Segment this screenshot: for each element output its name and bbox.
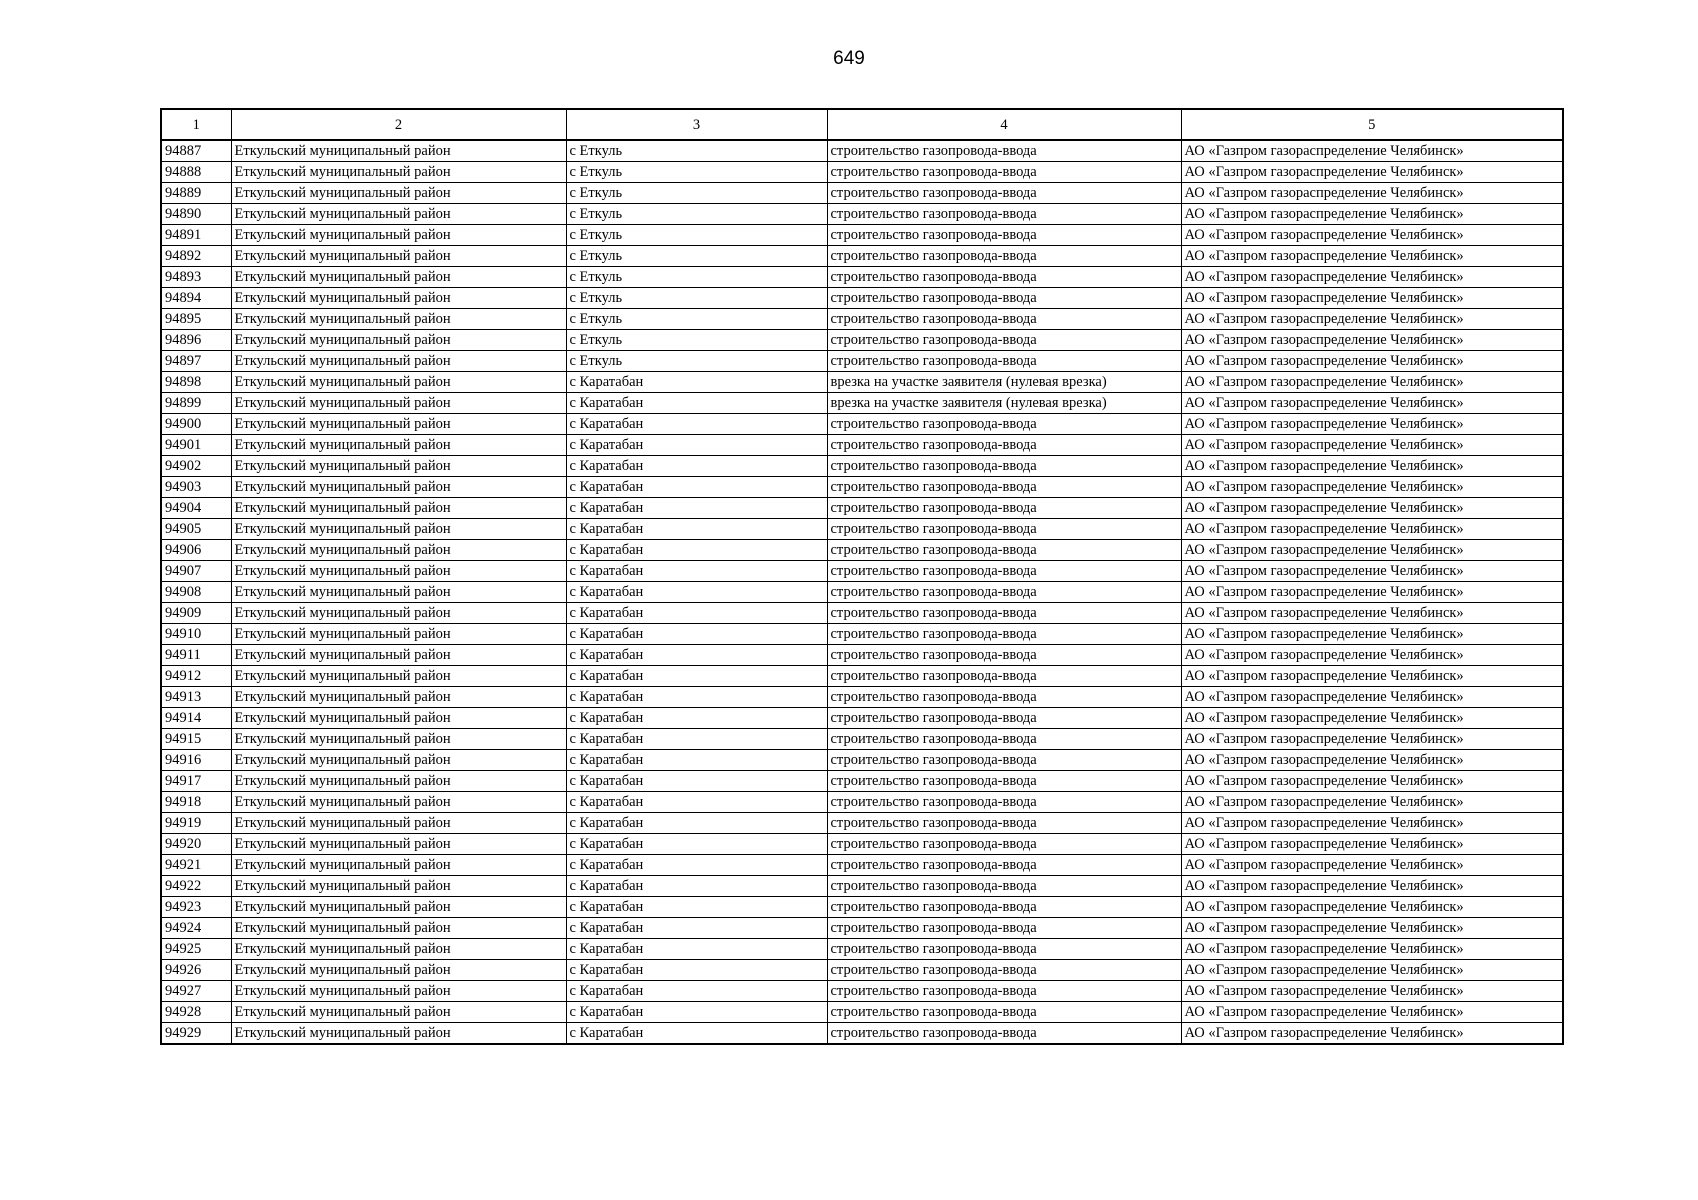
organization-cell: АО «Газпром газораспределение Челябинск» [1181,414,1563,435]
work-type-cell: строительство газопровода-ввода [827,288,1181,309]
table-row [161,246,1563,267]
settlement-cell: с Каратабан [566,687,827,708]
settlement-cell: с Каратабан [566,582,827,603]
settlement-cell: с Каратабан [566,645,827,666]
work-type-cell: строительство газопровода-ввода [827,309,1181,330]
district-cell: Еткульский муниципальный район [231,309,566,330]
record-number-cell: 94913 [161,687,231,708]
record-number-cell: 94888 [161,162,231,183]
organization-cell: АО «Газпром газораспределение Челябинск» [1181,645,1563,666]
work-type-cell: строительство газопровода-ввода [827,414,1181,435]
work-type-cell: строительство газопровода-ввода [827,813,1181,834]
record-number-cell: 94908 [161,582,231,603]
record-number-cell: 94897 [161,351,231,372]
settlement-cell: с Еткуль [566,351,827,372]
work-type-cell: строительство газопровода-ввода [827,771,1181,792]
work-type-cell: строительство газопровода-ввода [827,666,1181,687]
organization-cell: АО «Газпром газораспределение Челябинск» [1181,561,1563,582]
settlement-cell: с Еткуль [566,246,827,267]
table-row [161,519,1563,540]
district-cell: Еткульский муниципальный район [231,246,566,267]
organization-cell: АО «Газпром газораспределение Челябинск» [1181,162,1563,183]
table-row [161,939,1563,960]
table-row [161,225,1563,246]
table-row [161,981,1563,1002]
district-cell: Еткульский муниципальный район [231,750,566,771]
record-number-cell: 94921 [161,855,231,876]
work-type-cell: строительство газопровода-ввода [827,540,1181,561]
record-number-cell: 94889 [161,183,231,204]
organization-cell: АО «Газпром газораспределение Челябинск» [1181,267,1563,288]
settlement-cell: с Еткуль [566,288,827,309]
settlement-cell: с Каратабан [566,477,827,498]
settlement-cell: с Каратабан [566,876,827,897]
record-number-cell: 94915 [161,729,231,750]
work-type-cell: строительство газопровода-ввода [827,708,1181,729]
settlement-cell: с Каратабан [566,456,827,477]
record-number-cell: 94904 [161,498,231,519]
table-row [161,183,1563,204]
record-number-cell: 94898 [161,372,231,393]
table-row [161,540,1563,561]
settlement-cell: с Каратабан [566,729,827,750]
district-cell: Еткульский муниципальный район [231,771,566,792]
record-number-cell: 94914 [161,708,231,729]
table-row [161,771,1563,792]
district-cell: Еткульский муниципальный район [231,729,566,750]
registry-table [160,108,1564,1045]
district-cell: Еткульский муниципальный район [231,1002,566,1023]
table-row [161,666,1563,687]
settlement-cell: с Каратабан [566,708,827,729]
record-number-cell: 94907 [161,561,231,582]
organization-cell: АО «Газпром газораспределение Челябинск» [1181,981,1563,1002]
settlement-cell: с Каратабан [566,561,827,582]
district-cell: Еткульский муниципальный район [231,792,566,813]
district-cell: Еткульский муниципальный район [231,687,566,708]
district-cell: Еткульский муниципальный район [231,603,566,624]
table-header [161,109,1563,140]
organization-cell: АО «Газпром газораспределение Челябинск» [1181,498,1563,519]
table-row [161,729,1563,750]
record-number-cell: 94920 [161,834,231,855]
district-cell: Еткульский муниципальный район [231,519,566,540]
district-cell: Еткульский муниципальный район [231,855,566,876]
work-type-cell: строительство газопровода-ввода [827,645,1181,666]
organization-cell: АО «Газпром газораспределение Челябинск» [1181,225,1563,246]
settlement-cell: с Каратабан [566,1002,827,1023]
record-number-cell: 94893 [161,267,231,288]
work-type-cell: строительство газопровода-ввода [827,1002,1181,1023]
settlement-cell: с Еткуль [566,183,827,204]
table-row [161,414,1563,435]
settlement-cell: с Каратабан [566,834,827,855]
organization-cell: АО «Газпром газораспределение Челябинск» [1181,939,1563,960]
settlement-cell: с Каратабан [566,750,827,771]
record-number-cell: 94923 [161,897,231,918]
table-row [161,330,1563,351]
settlement-cell: с Каратабан [566,960,827,981]
settlement-cell: с Каратабан [566,519,827,540]
table-row [161,918,1563,939]
organization-cell: АО «Газпром газораспределение Челябинск» [1181,771,1563,792]
settlement-cell: с Каратабан [566,939,827,960]
organization-cell: АО «Газпром газораспределение Челябинск» [1181,750,1563,771]
organization-cell: АО «Газпром газораспределение Челябинск» [1181,183,1563,204]
record-number-cell: 94899 [161,393,231,414]
organization-cell: АО «Газпром газораспределение Челябинск» [1181,246,1563,267]
table-body [161,140,1563,1044]
record-number-cell: 94896 [161,330,231,351]
work-type-cell: строительство газопровода-ввода [827,498,1181,519]
district-cell: Еткульский муниципальный район [231,225,566,246]
record-number-cell: 94894 [161,288,231,309]
work-type-cell: строительство газопровода-ввода [827,939,1181,960]
district-cell: Еткульский муниципальный район [231,162,566,183]
table-row [161,876,1563,897]
settlement-cell: с Каратабан [566,498,827,519]
record-number-cell: 94902 [161,456,231,477]
column-header-2: 2 [231,109,566,140]
settlement-cell: с Каратабан [566,792,827,813]
table-row [161,162,1563,183]
district-cell: Еткульский муниципальный район [231,393,566,414]
record-number-cell: 94925 [161,939,231,960]
record-number-cell: 94891 [161,225,231,246]
settlement-cell: с Еткуль [566,225,827,246]
organization-cell: АО «Газпром газораспределение Челябинск» [1181,834,1563,855]
page-number: 649 [833,48,865,69]
table-row [161,498,1563,519]
table-row [161,708,1563,729]
work-type-cell: строительство газопровода-ввода [827,792,1181,813]
district-cell: Еткульский муниципальный район [231,372,566,393]
settlement-cell: с Каратабан [566,918,827,939]
work-type-cell: строительство газопровода-ввода [827,897,1181,918]
work-type-cell: строительство газопровода-ввода [827,561,1181,582]
organization-cell: АО «Газпром газораспределение Челябинск» [1181,372,1563,393]
district-cell: Еткульский муниципальный район [231,813,566,834]
record-number-cell: 94901 [161,435,231,456]
work-type-cell: строительство газопровода-ввода [827,225,1181,246]
work-type-cell: строительство газопровода-ввода [827,330,1181,351]
organization-cell: АО «Газпром газораспределение Челябинск» [1181,519,1563,540]
work-type-cell: строительство газопровода-ввода [827,246,1181,267]
district-cell: Еткульский муниципальный район [231,561,566,582]
settlement-cell: с Каратабан [566,540,827,561]
district-cell: Еткульский муниципальный район [231,267,566,288]
table-row [161,897,1563,918]
work-type-cell: строительство газопровода-ввода [827,855,1181,876]
settlement-cell: с Еткуль [566,330,827,351]
district-cell: Еткульский муниципальный район [231,624,566,645]
record-number-cell: 94903 [161,477,231,498]
record-number-cell: 94892 [161,246,231,267]
column-header-3: 3 [566,109,827,140]
settlement-cell: с Каратабан [566,372,827,393]
settlement-cell: с Каратабан [566,624,827,645]
district-cell: Еткульский муниципальный район [231,708,566,729]
organization-cell: АО «Газпром газораспределение Челябинск» [1181,666,1563,687]
table-row [161,582,1563,603]
organization-cell: АО «Газпром газораспределение Челябинск» [1181,288,1563,309]
record-number-cell: 94916 [161,750,231,771]
district-cell: Еткульский муниципальный район [231,288,566,309]
organization-cell: АО «Газпром газораспределение Челябинск» [1181,960,1563,981]
organization-cell: АО «Газпром газораспределение Челябинск» [1181,918,1563,939]
settlement-cell: с Еткуль [566,162,827,183]
work-type-cell: строительство газопровода-ввода [827,456,1181,477]
record-number-cell: 94929 [161,1023,231,1045]
table-row [161,624,1563,645]
table-row [161,372,1563,393]
organization-cell: АО «Газпром газораспределение Челябинск» [1181,729,1563,750]
work-type-cell: строительство газопровода-ввода [827,351,1181,372]
record-number-cell: 94890 [161,204,231,225]
settlement-cell: с Еткуль [566,204,827,225]
record-number-cell: 94905 [161,519,231,540]
work-type-cell: строительство газопровода-ввода [827,687,1181,708]
settlement-cell: с Каратабан [566,813,827,834]
table-row [161,351,1563,372]
table-row [161,792,1563,813]
district-cell: Еткульский муниципальный район [231,960,566,981]
settlement-cell: с Каратабан [566,855,827,876]
organization-cell: АО «Газпром газораспределение Челябинск» [1181,1023,1563,1045]
district-cell: Еткульский муниципальный район [231,477,566,498]
organization-cell: АО «Газпром газораспределение Челябинск» [1181,456,1563,477]
district-cell: Еткульский муниципальный район [231,330,566,351]
district-cell: Еткульский муниципальный район [231,414,566,435]
settlement-cell: с Каратабан [566,603,827,624]
organization-cell: АО «Газпром газораспределение Челябинск» [1181,309,1563,330]
column-header-5: 5 [1181,109,1563,140]
record-number-cell: 94895 [161,309,231,330]
column-header-4: 4 [827,109,1181,140]
table-row [161,834,1563,855]
work-type-cell: строительство газопровода-ввода [827,981,1181,1002]
settlement-cell: с Каратабан [566,897,827,918]
table-row [161,1023,1563,1045]
organization-cell: АО «Газпром газораспределение Челябинск» [1181,582,1563,603]
work-type-cell: строительство газопровода-ввода [827,876,1181,897]
organization-cell: АО «Газпром газораспределение Челябинск» [1181,813,1563,834]
settlement-cell: с Каратабан [566,393,827,414]
district-cell: Еткульский муниципальный район [231,1023,566,1045]
record-number-cell: 94917 [161,771,231,792]
record-number-cell: 94909 [161,603,231,624]
district-cell: Еткульский муниципальный район [231,582,566,603]
work-type-cell: врезка на участке заявителя (нулевая врезка) [827,372,1181,393]
district-cell: Еткульский муниципальный район [231,435,566,456]
organization-cell: АО «Газпром газораспределение Челябинск» [1181,792,1563,813]
work-type-cell: строительство газопровода-ввода [827,267,1181,288]
district-cell: Еткульский муниципальный район [231,834,566,855]
settlement-cell: с Еткуль [566,267,827,288]
settlement-cell: с Каратабан [566,1023,827,1045]
organization-cell: АО «Газпром газораспределение Челябинск» [1181,540,1563,561]
table-row [161,140,1563,162]
record-number-cell: 94927 [161,981,231,1002]
table-row [161,1002,1563,1023]
table-row [161,561,1563,582]
header-row [161,109,1563,140]
district-cell: Еткульский муниципальный район [231,666,566,687]
record-number-cell: 94900 [161,414,231,435]
organization-cell: АО «Газпром газораспределение Челябинск» [1181,1002,1563,1023]
table-row [161,687,1563,708]
work-type-cell: строительство газопровода-ввода [827,750,1181,771]
organization-cell: АО «Газпром газораспределение Челябинск» [1181,687,1563,708]
table-row [161,267,1563,288]
record-number-cell: 94928 [161,1002,231,1023]
table-row [161,288,1563,309]
record-number-cell: 94912 [161,666,231,687]
record-number-cell: 94919 [161,813,231,834]
settlement-cell: с Каратабан [566,435,827,456]
district-cell: Еткульский муниципальный район [231,897,566,918]
district-cell: Еткульский муниципальный район [231,918,566,939]
district-cell: Еткульский муниципальный район [231,456,566,477]
table-row [161,309,1563,330]
district-cell: Еткульский муниципальный район [231,183,566,204]
organization-cell: АО «Газпром газораспределение Челябинск» [1181,855,1563,876]
organization-cell: АО «Газпром газораспределение Челябинск» [1181,876,1563,897]
organization-cell: АО «Газпром газораспределение Челябинск» [1181,603,1563,624]
settlement-cell: с Еткуль [566,140,827,162]
district-cell: Еткульский муниципальный район [231,351,566,372]
table-row [161,393,1563,414]
district-cell: Еткульский муниципальный район [231,540,566,561]
district-cell: Еткульский муниципальный район [231,645,566,666]
district-cell: Еткульский муниципальный район [231,939,566,960]
organization-cell: АО «Газпром газораспределение Челябинск» [1181,204,1563,225]
work-type-cell: строительство газопровода-ввода [827,140,1181,162]
work-type-cell: строительство газопровода-ввода [827,918,1181,939]
organization-cell: АО «Газпром газораспределение Челябинск» [1181,435,1563,456]
district-cell: Еткульский муниципальный район [231,981,566,1002]
table-row [161,435,1563,456]
work-type-cell: строительство газопровода-ввода [827,834,1181,855]
work-type-cell: строительство газопровода-ввода [827,1023,1181,1045]
work-type-cell: строительство газопровода-ввода [827,603,1181,624]
table-row [161,750,1563,771]
record-number-cell: 94906 [161,540,231,561]
district-cell: Еткульский муниципальный район [231,204,566,225]
work-type-cell: строительство газопровода-ввода [827,582,1181,603]
table-row [161,855,1563,876]
record-number-cell: 94926 [161,960,231,981]
work-type-cell: строительство газопровода-ввода [827,624,1181,645]
organization-cell: АО «Газпром газораспределение Челябинск» [1181,330,1563,351]
work-type-cell: строительство газопровода-ввода [827,477,1181,498]
table-row [161,477,1563,498]
settlement-cell: с Каратабан [566,414,827,435]
district-cell: Еткульский муниципальный район [231,498,566,519]
district-cell: Еткульский муниципальный район [231,876,566,897]
organization-cell: АО «Газпром газораспределение Челябинск» [1181,351,1563,372]
record-number-cell: 94922 [161,876,231,897]
work-type-cell: строительство газопровода-ввода [827,960,1181,981]
table-row [161,456,1563,477]
work-type-cell: строительство газопровода-ввода [827,435,1181,456]
district-cell: Еткульский муниципальный район [231,140,566,162]
record-number-cell: 94924 [161,918,231,939]
record-number-cell: 94910 [161,624,231,645]
settlement-cell: с Еткуль [566,309,827,330]
work-type-cell: строительство газопровода-ввода [827,729,1181,750]
settlement-cell: с Каратабан [566,981,827,1002]
table-row [161,645,1563,666]
settlement-cell: с Каратабан [566,666,827,687]
work-type-cell: строительство газопровода-ввода [827,183,1181,204]
organization-cell: АО «Газпром газораспределение Челябинск» [1181,897,1563,918]
organization-cell: АО «Газпром газораспределение Челябинск» [1181,477,1563,498]
record-number-cell: 94918 [161,792,231,813]
table-row [161,204,1563,225]
organization-cell: АО «Газпром газораспределение Челябинск» [1181,140,1563,162]
column-header-1: 1 [161,109,231,140]
table-row [161,960,1563,981]
work-type-cell: строительство газопровода-ввода [827,162,1181,183]
table-row [161,813,1563,834]
organization-cell: АО «Газпром газораспределение Челябинск» [1181,708,1563,729]
organization-cell: АО «Газпром газораспределение Челябинск» [1181,393,1563,414]
table-row [161,603,1563,624]
work-type-cell: строительство газопровода-ввода [827,204,1181,225]
organization-cell: АО «Газпром газораспределение Челябинск» [1181,624,1563,645]
settlement-cell: с Каратабан [566,771,827,792]
record-number-cell: 94887 [161,140,231,162]
record-number-cell: 94911 [161,645,231,666]
work-type-cell: строительство газопровода-ввода [827,519,1181,540]
work-type-cell: врезка на участке заявителя (нулевая врезка) [827,393,1181,414]
